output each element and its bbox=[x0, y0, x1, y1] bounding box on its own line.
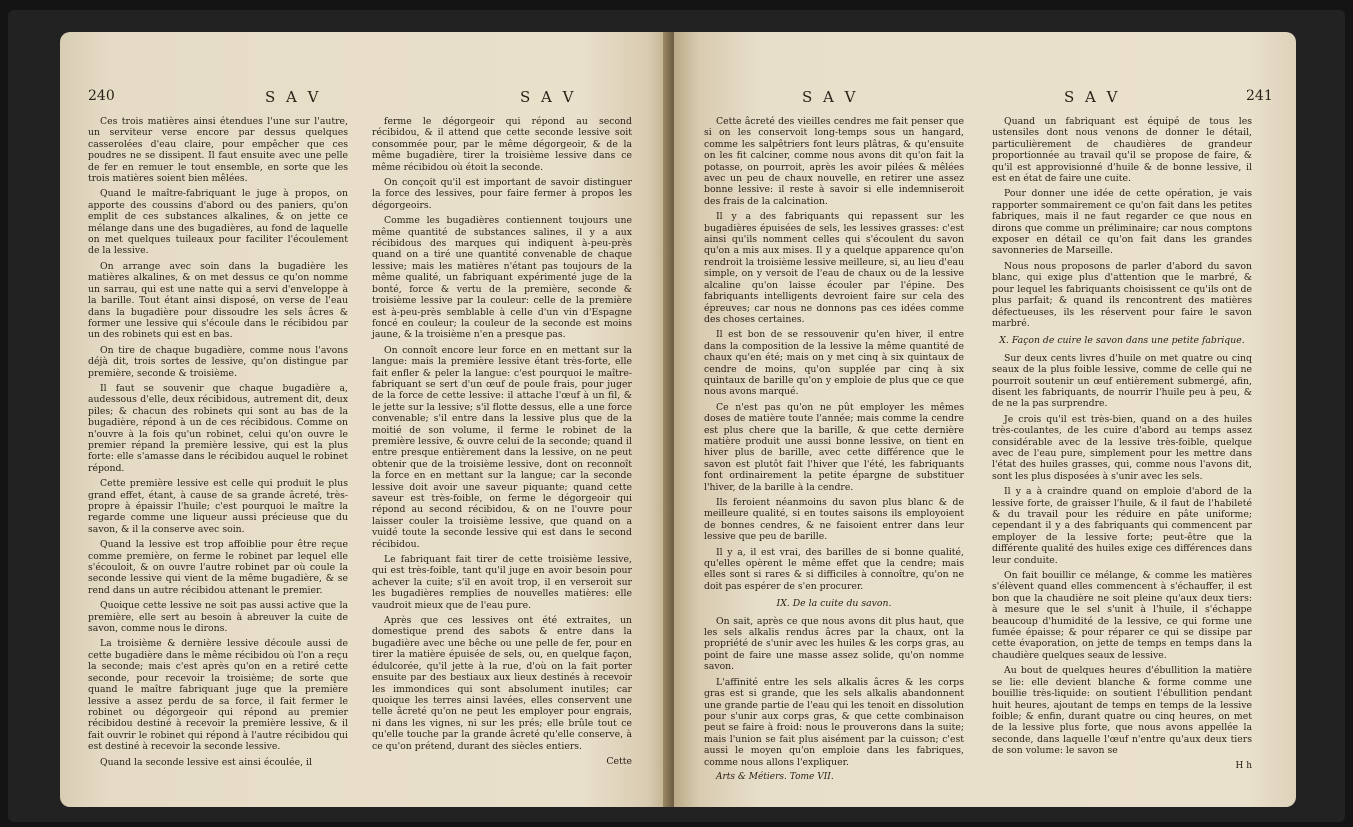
paragraph: La troisième & dernière lessive découle aussi de cette bugadière dans le même récibidou où l'on a reçu la seconde; mais c'est après qu'on en a retiré cette seconde, pour recevoir la troisième; de sorte que quand le maître fabriquant juge que la première lessive a assez perdu de sa force, il fait fermer le robinet ou dégorgeoir qui répond au premier récibidou destiné à recevoir la première lessive, & il fait ouvrir le robinet qui répond à l'autre récibidou qui est destiné à recevoir la seconde lessive. bbox=[88, 638, 348, 753]
paragraph: Quand le maître-fabriquant le juge à propos, on apporte des coussins d'abord ou des paniers, qu'on emplit de ces substances alkalines, & on jette ce mélange dans une des bugadières, au fond de laquelle on met quelques tuileaux pour faciliter l'écoulement de la lessive. bbox=[88, 188, 348, 257]
right-column-2 bbox=[992, 116, 1252, 776]
paragraph: Il y a à craindre quand on emploie d'abord de la lessive forte, de graisser l'huile, & il faut de l'habileté & du travail pour les réduire en pâte uniforme; cependant il y a des fabriquants qui commencent par employer de la lessive forte; peut-être que la différente qualité des huiles exige ces différences dans leur conduite. bbox=[992, 486, 1252, 566]
paragraph: Ces trois matières ainsi étendues l'une sur l'autre, un serviteur verse encore par dessus quelques casserolées d'eau claire, pour empêcher que ces poudres ne se dissipent. Il faut ensuite avec une pelle de fer en remuer le tout ensemble, en sorte que les trois matières soient bien mêlées. bbox=[88, 116, 348, 185]
signature-mark: H h bbox=[1235, 760, 1252, 771]
section-heading-x: X. Façon de cuire le savon dans une petite fabrique. bbox=[999, 335, 1245, 347]
paragraph: Il faut se souvenir que chaque bugadière a, audessous d'elle, deux récibidous, autrement dit, deux piles; & chacun des robinets qui sont au bas de la bugadière, répond à un de ces récibidous. Comme on n'ouvre à la fois qu'un robinet, celui qu'on ouvre le premier répand la première lessive, qui est la plus forte: elle s'amasse dans le récibidou auquel le robinet répond. bbox=[88, 382, 348, 474]
paragraph: Pour donner une idée de cette opération, je vais rapporter sommairement ce qu'on fait dans les petites fabriques, mais il ne faut regarder ce que nous en dirons que comme un préliminaire; car nous comptons exposer en détail ce qu'on fait dans les grandes savonneries de Marseille. bbox=[992, 188, 1252, 257]
paragraph: Quand la lessive est trop affoiblie pour être reçue comme première, on ferme le robinet par lequel elle s'écouloit, & on ouvre l'autre robinet par où coule la seconde lessive qui vient de la même bugadière, & se rend dans un autre récibidou attenant le premier. bbox=[88, 539, 348, 596]
paragraph: On arrange avec soin dans la bugadière les matières alkalines, & on met dessus ce qu'on nomme un sarrau, qui est une natte qui a servi d'enveloppe à la barille. Tout étant ainsi disposé, on verse de l'eau dans la bugadière pour dissoudre les sels âcres & former une lessive qui s'écoule dans le récibidou par un des robinets qui est en bas. bbox=[88, 260, 348, 341]
paragraph: Il y a, il est vrai, des barilles de si bonne qualité, qu'elles opèrent le même effet que la cendre; mais elles sont si rares & si difficiles à connoître, qu'on ne doit pas espérer de s'en procurer. bbox=[704, 546, 964, 592]
paragraph: Quand la seconde lessive est ainsi écoulée, il bbox=[100, 756, 312, 768]
paragraph: Cette première lessive est celle qui produit le plus grand effet, étant, à cause de sa grande âcreté, très-propre à épaissir l'huile; c'est pourquoi le maître la regarde comme une liqueur aussi précieuse que du savon, & il la conserve avec soin. bbox=[88, 478, 348, 535]
paragraph: Nous nous proposons de parler d'abord du savon blanc, qui exige plus d'attention que le marbré, & pour lequel les fabriquants choisissent ce qu'ils ont de plus parfait; & quand ils rencontrent des matières défectueuses, ils les réservent pour faire le savon marbré. bbox=[992, 260, 1252, 329]
paragraph: Il y a des fabriquants qui repassent sur les bugadières épuisées de sels, les lessives grasses: c'est ainsi qu'ils nomment celles qui s'écoulent du savon qu'on a mis aux mises. Il y a quelque apparence qu'on rendroit la troisième lessive meilleure, si, au lieu d'eau simple, on y versoit de l'eau de chaux ou de la lessive alcaline qu'on laisse écouler par l'épine. Des fabriquants intelligents devroient faire sur cela des épreuves; car nous ne donnons pas ces idées comme des choses certaines. bbox=[704, 211, 964, 325]
paragraph: Ce n'est pas qu'on ne pût employer les mêmes doses de matière toute l'année; mais comme la cendre est plus chere que la barille, & que cette dernière matière produit une aussi bonne lessive, on tient en hiver plus de barille, avec cette différence que le savon est plutôt fait l'hiver que l'été, les fabriquants font ordinairement la petite épargne de substituer l'hiver, de la barille à la cendre. bbox=[704, 401, 964, 493]
left-page bbox=[60, 32, 672, 807]
running-head-right-1: S A V bbox=[802, 88, 859, 106]
paragraph: On sait, après ce que nous avons dit plus haut, que les sels alkalis rendus âcres par la chaux, ont la propriété de s'unir avec les huiles & les corps gras, au point de faire une masse assez solide, qu'on nomme savon. bbox=[704, 615, 964, 673]
catchword: Cette bbox=[606, 755, 632, 767]
paragraph: Quoique cette lessive ne soit pas aussi active que la première, elle sert au besoin à abreuver la cuite de savon, comme nous le dirons. bbox=[88, 600, 348, 635]
paragraph: On connoît encore leur force en en mettant sur la langue: mais la première lessive étant très-forte, elle fait enfler & peler la langue: c'est pourquoi le maître-fabriquant se sert d'un œuf de poule frais, pour juger de la force de cette lessive: il attache l'œuf à un fil, & le jette sur la lessive; s'il flotte dessus, elle a une force convenable; s'il entre dans la lessive plus que de la moitié de son volume, il ferme le robinet de la première lessive, & ouvre celui de la seconde; quand il entre presque entièrement dans la lessive, on ne peut obtenir que de la troisième lessive, dont on reconnoît la force en en mettant sur la langue; car la seconde lessive doit avoir une saveur piquante; quand cette saveur est très-foible, on ferme le dégorgeoir qui répond au second récibidou, & on ne l'ouvre pour laisser couler la troisième lessive, que quand on a vuidé toute la seconde lessive qui est dans le second récibidou. bbox=[372, 344, 632, 550]
section-heading-ix: IX. De la cuite du savon. bbox=[776, 598, 892, 610]
paragraph: ferme le dégorgeoir qui répond au second récibidou, & il attend que cette seconde lessive soit consommée pour, par le même dégorgeoir, & de la même bugadière, tirer la troisième lessive dans ce même récibidou où étoit la seconde. bbox=[372, 116, 632, 173]
paragraph: Sur deux cents livres d'huile on met quatre ou cinq seaux de la plus foible lessive, comme de celle qui ne pourroit soutenir un œuf entièrement submergé, afin, disent les fabriquants, de nourrir l'huile peu à peu, & de ne la pas surprendre. bbox=[992, 352, 1252, 410]
paragraph: Quand un fabriquant est équipé de tous les ustensiles dont nous venons de donner le détail, particulièrement de chaudières de grandeur proportionnée au travail qu'il se propose de faire, & qu'il est approvisionné d'huile & de bonne lessive, il est en état de faire une cuite. bbox=[992, 116, 1252, 185]
paragraph: Il est bon de se ressouvenir qu'en hiver, il entre dans la composition de la lessive la même quantité de chaux qu'en été; mais on y met cinq à six quintaux de cendre de moins, qu'on supplée par cinq à six quintaux de barille qu'on y emploie de plus que ce que nous avons marqué. bbox=[704, 329, 964, 398]
paragraph: Je crois qu'il est très-bien, quand on a des huiles très-coulantes, de les cuire d'abord au temps assez considérable avec de la lessive très-foible, quelque avec de l'eau pure, simplement pour les mettre dans l'état des huiles grasses, qui, comme nous l'avons dit, sont les plus disposées à s'unir avec les sels. bbox=[992, 413, 1252, 482]
running-head-left-1: S A V bbox=[265, 88, 322, 106]
right-column-1 bbox=[704, 116, 964, 787]
footer-volume: Arts & Métiers. Tome VII. bbox=[716, 771, 834, 782]
left-column-1 bbox=[88, 116, 348, 772]
page-number-left: 240 bbox=[88, 88, 115, 104]
paragraph: On conçoit qu'il est important de savoir distinguer la force des lessives, pour faire fermer à propos les dégorgeoirs. bbox=[372, 177, 632, 211]
paragraph: Comme les bugadières contiennent toujours une même quantité de substances salines, il y a aux récibidous des marques qui indiquent à-peu-près quand on a tiré une quantité convenable de chaque lessive; mais les matières n'étant pas toujours de la même qualité, un fabriquant expérimenté juge de la bonté, force & vertu de la première, seconde & troisième lessive par la couleur: celle de la première est à-peu-près semblable à celle d'un vin d'Espagne foncé en couleur; la couleur de la seconde est moins jaune, & la troisième n'en a presque pas. bbox=[372, 215, 632, 341]
paragraph: Ils feroient néanmoins du savon plus blanc & de meilleure qualité, si en toutes saisons ils employoient de bonnes cendres, & ne faisoient entrer dans leur lessive que peu de barille. bbox=[704, 497, 964, 543]
running-head-right-2: S A V bbox=[1064, 88, 1121, 106]
left-column-2 bbox=[372, 116, 632, 771]
right-page bbox=[674, 32, 1296, 807]
paragraph: Cette âcreté des vieilles cendres me fait penser que si on les conservoit long-temps sous un hangard, comme les salpêtriers font leurs plâtras, & qu'ensuite on les fit calciner, comme nous avons dit qu'on fait la potasse, on pourroit, après les avoir pilées & mêlées avec un peu de chaux nouvelle, en retirer une assez bonne lessive: il reste à savoir si elle indemniseroit des frais de la calcination. bbox=[704, 116, 964, 207]
page-number-right: 241 bbox=[1246, 88, 1273, 104]
paragraph: Après que ces lessives ont été extraites, un domestique prend des sabots & entre dans la bugadière avec une bêche ou une pelle de fer, pour en tirer la matière épuisée de sels, ou, en quelque façon, édulcorée, qu'il jette à la rue, d'où on la fait porter ensuite par des bestiaux aux lieux destinés à recevoir les immondices qui sont absolument inutiles; car quoique les terres ainsi lavées, elles conservent une telle âcreté qu'on ne peut les employer pour engrais, ni dans les vignes, ni sur les prés; elle brûle tout ce qu'elle touche par la grande âcreté qu'elle conserve, à ce qu'on prétend, durant des siècles entiers. bbox=[372, 615, 632, 752]
paragraph: On fait bouillir ce mélange, & comme les matières s'élèvent quand elles commencent à s'échauffer, il est bon que la chaudière ne soit pleine qu'aux deux tiers: à mesure que le sel s'unit à l'huile, il s'échappe beaucoup d'humidité de la lessive, ce qui forme une fumée épaisse; & pour réparer ce qui se dissipe par cette évaporation, on jette de temps en temps dans la chaudière quelques seaux de lessive. bbox=[992, 570, 1252, 661]
paragraph: Le fabriquant fait tirer de cette troisième lessive, qui est très-foible, tant qu'il juge en avoir besoin pour achever la cuite; s'il en avoit trop, il en verseroit sur les bugadières remplies de nouvelles matières: elle vaudroit mieux que de l'eau pure. bbox=[372, 554, 632, 611]
paragraph: Au bout de quelques heures d'ébullition la matière se lie: elle devient blanche & forme comme une bouillie très-liquide: on soutient l'ébullition pendant huit heures, ajoutant de temps en temps de la lessive foible; & enfin, durant quatre ou cinq heures, on met de la lessive plus forte, que nous avons appellée la seconde, dans laquelle l'œuf n'entre qu'aux deux tiers de son volume: le savon se bbox=[992, 665, 1252, 757]
running-head-left-2: S A V bbox=[520, 88, 577, 106]
book bbox=[8, 10, 1345, 822]
paragraph: On tire de chaque bugadière, comme nous l'avons déjà dit, trois sortes de lessive, qu'on distingue par première, seconde & troisième. bbox=[88, 344, 348, 379]
paragraph: L'affinité entre les sels alkalis âcres & les corps gras est si grande, que les sels alkalis abandonnent une grande partie de l'eau qui les tenoit en dissolution pour s'unir aux corps gras, & que cette combinaison peut se faire à froid: nous le prouverons dans la suite; mais l'union se fait plus aisément par la cuisson; c'est aussi le moyen qu'on emploie dans les fabriques, comme nous allons l'expliquer. bbox=[704, 676, 964, 768]
